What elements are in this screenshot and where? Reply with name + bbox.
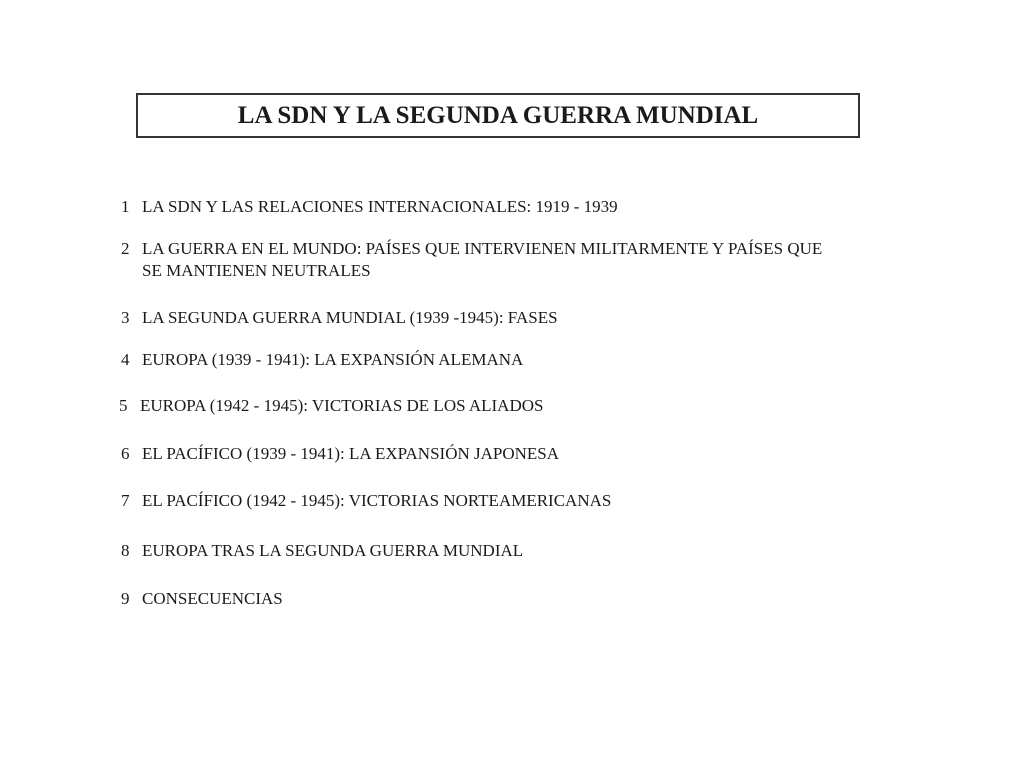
item-number: 7 [121, 491, 130, 510]
list-item [121, 588, 283, 610]
item-number: 9 [121, 589, 130, 608]
page-title: LA SDN Y LA SEGUNDA GUERRA MUNDIAL [237, 101, 759, 129]
item-text: LA GUERRA EN EL MUNDO: PAÍSES QUE INTERVIENEN MILITARMENTE Y PAÍSES QUE [142, 239, 823, 258]
item-number: 8 [121, 541, 130, 560]
item-number: 1 [121, 197, 130, 216]
item-text: EL PACÍFICO (1939 - 1941): LA EXPANSIÓN JAPONESA [142, 444, 560, 463]
item-text: EUROPA (1939 - 1941): LA EXPANSIÓN ALEMANA [142, 350, 524, 369]
list-item [121, 490, 611, 512]
list-item [119, 395, 543, 417]
item-number: 2 [121, 239, 130, 258]
list-item [121, 307, 558, 329]
list-item [121, 443, 559, 465]
item-text: EUROPA TRAS LA SEGUNDA GUERRA MUNDIAL [142, 541, 524, 560]
list-item [121, 238, 822, 282]
item-number: 6 [121, 444, 130, 463]
item-text: CONSECUENCIAS [142, 589, 283, 608]
list-item [121, 540, 523, 562]
item-number: 3 [121, 308, 130, 327]
list-item [121, 196, 618, 218]
item-number: 4 [121, 350, 130, 369]
title-box [136, 93, 860, 138]
item-text: EL PACÍFICO (1942 - 1945): VICTORIAS NORTEAMERICANAS [142, 491, 612, 510]
item-text: LA SEGUNDA GUERRA MUNDIAL (1939 -1945): FASES [142, 308, 558, 327]
item-text: LA SDN Y LAS RELACIONES INTERNACIONALES: 1919 - 1939 [142, 197, 618, 216]
item-text: EUROPA (1942 - 1945): VICTORIAS DE LOS ALIADOS [140, 396, 544, 415]
list-item [121, 349, 523, 371]
item-text-continuation: SE MANTIENEN NEUTRALES [142, 261, 371, 280]
item-number: 5 [119, 396, 128, 415]
